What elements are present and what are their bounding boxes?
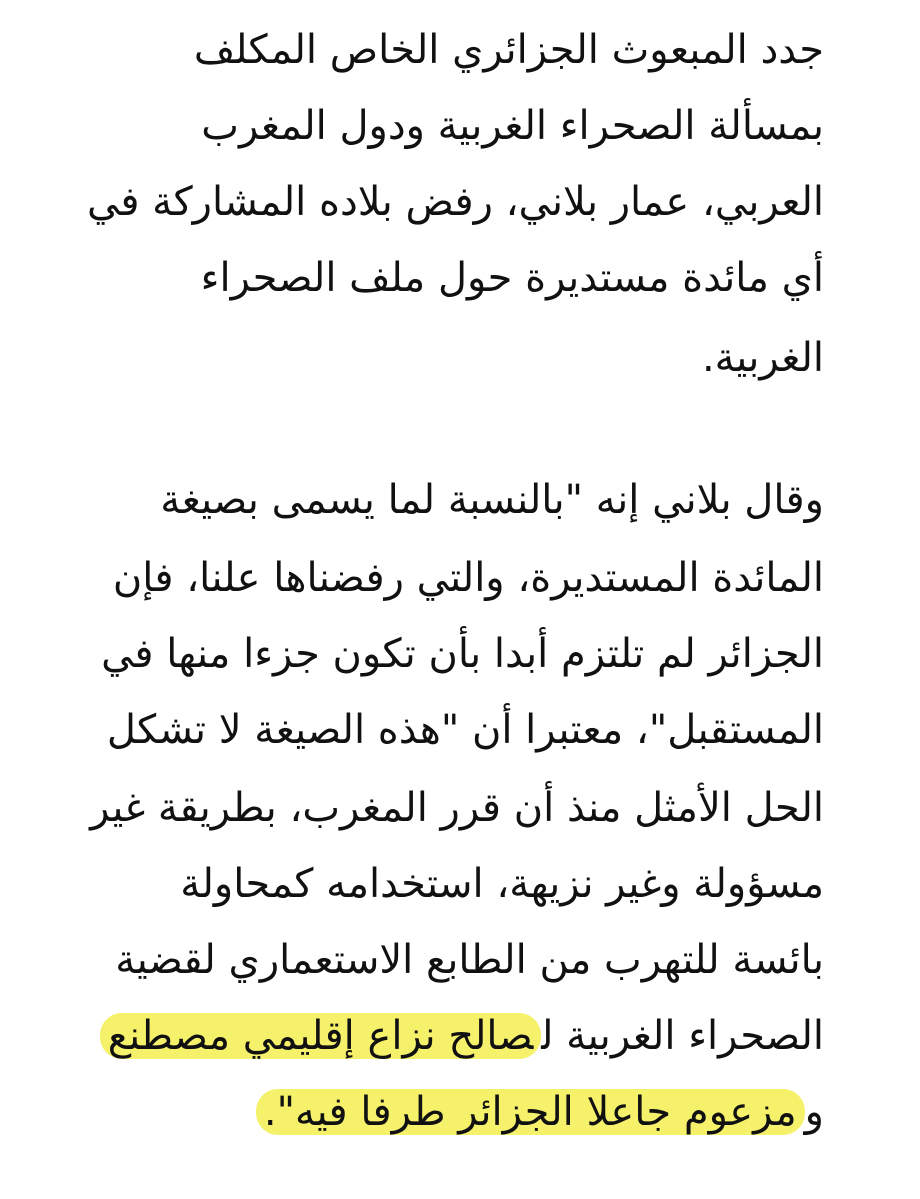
text-line: الحل الأمثل منذ أن قرر المغرب، بطريقة غير — [90, 785, 824, 831]
text-line: الجزائر لم تلتزم أبدا بأن تكون جزءا منها في — [101, 631, 824, 677]
text-line: مسؤولة وغير نزيهة، استخدامه كمحاولة — [180, 861, 824, 907]
text-line: العربي، عمار بلاني، رفض بلاده المشاركة في — [87, 179, 824, 225]
line-plain-segment: و — [804, 1089, 824, 1135]
text-line: جدد المبعوث الجزائري الخاص المكلف — [193, 27, 824, 73]
text-line: بمسألة الصحراء الغربية ودول المغرب — [201, 103, 824, 149]
text-line: أي مائدة مستديرة حول ملف الصحراء — [200, 255, 824, 301]
text-line: الغربية. — [701, 335, 824, 381]
text-line-highlighted — [86, 1074, 824, 1150]
text-line: المستقبل"، معتبرا أن "هذه الصيغة لا تشكل — [106, 707, 824, 753]
text-line: بائسة للتهرب من الطابع الاستعماري لقضية — [115, 937, 824, 983]
highlighted-text: صالح نزاع إقليمي مصطنع — [100, 1013, 542, 1059]
line-plain-segment: الصحراء الغربية ل — [541, 1013, 824, 1059]
highlighted-text: مزعوم جاعلا الجزائر طرفا فيه". — [256, 1089, 805, 1135]
text-line-highlighted — [86, 998, 824, 1074]
text-line: المائدة المستديرة، والتي رفضناها علنا، فإن — [112, 555, 824, 601]
text-line: وقال بلاني إنه "بالنسبة لما يسمى بصيغة — [160, 477, 824, 523]
